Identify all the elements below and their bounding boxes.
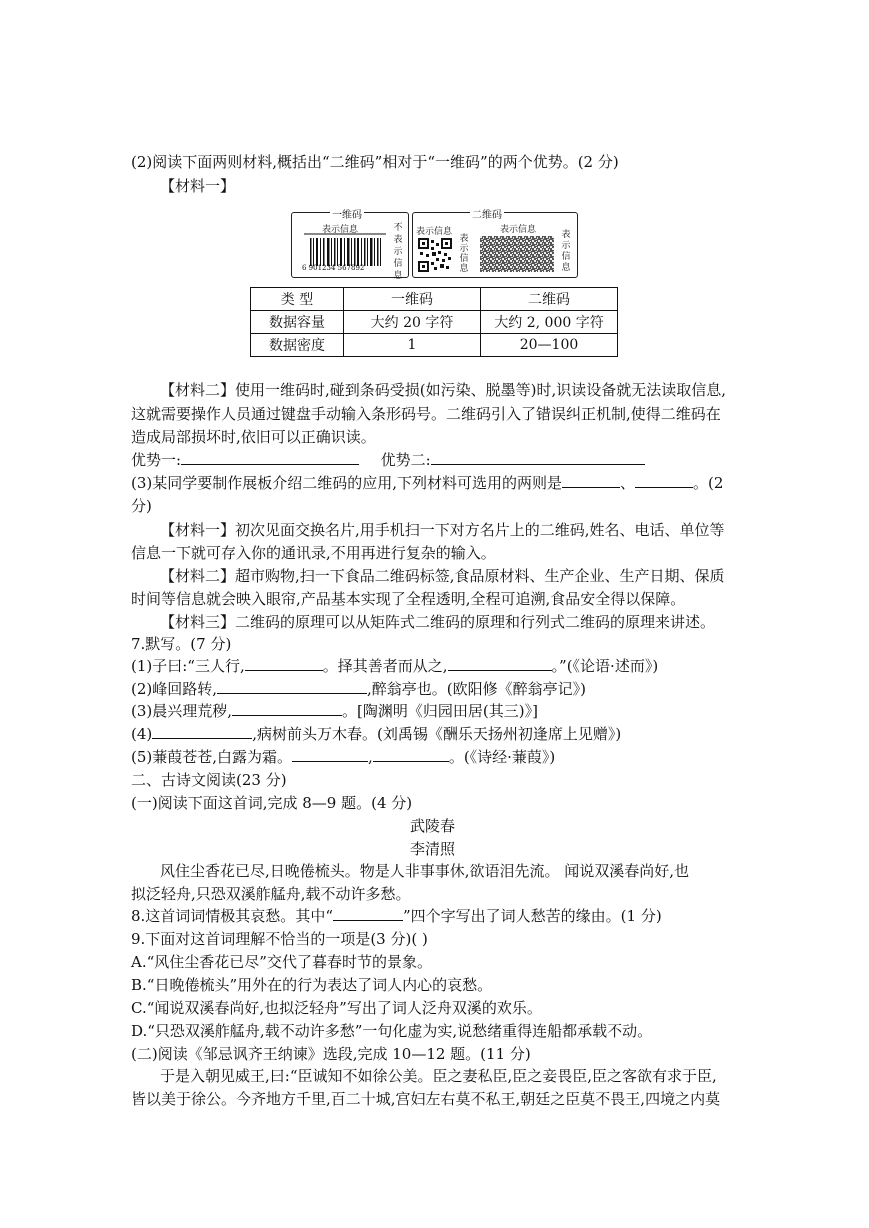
table-row: [251, 288, 618, 311]
q6-3-material-1-line-1: 【材料一】初次见面交换名片,用手机扫一下对方名片上的二维码,姓名、电话、单位等: [160, 521, 725, 539]
q7-3-text-a: (3)晨兴理荒秽,: [131, 702, 233, 720]
passage-line-2: 皆以美于徐公。今齐地方千里,百二十城,宫妇左右莫不私王,朝廷之臣莫不畏王,四境之内莫: [131, 1090, 721, 1108]
q6-3-material-3-line-1: 【材料三】二维码的原理可以从矩阵式二维码的原理和行列式二维码的原理来讲述。: [160, 613, 716, 631]
matrix-code-icon: [480, 236, 554, 272]
one-d-title: 一维码: [330, 206, 364, 221]
q6-3-score: 。(2: [693, 474, 724, 492]
material-2-line-3: 造成局部损坏时,依旧可以正确识读。: [131, 428, 376, 446]
advantage-1-label: 优势一:: [131, 451, 182, 469]
q8-text-a: 8.这首词词情极其哀愁。其中“: [131, 907, 333, 925]
two-d-show-label-1: 表示信息: [416, 227, 453, 237]
two-d-noshow-label-1: 表示信息: [459, 234, 469, 274]
advantage-2-blank[interactable]: [431, 450, 645, 465]
q6-3-blank-1[interactable]: [562, 473, 620, 488]
poem-line-1: 风住尘香花已尽,日晚倦梳头。物是人非事事休,欲语泪先流。 闻说双溪春尚好,也: [160, 862, 690, 880]
advantage-2-label: 优势二:: [380, 451, 431, 469]
advantage-1-blank[interactable]: [181, 450, 359, 465]
q7-item-1: [131, 656, 658, 676]
q9-option-b: B.“日晚倦梳头”用外在的行为表达了词人内心的哀愁。: [131, 976, 493, 994]
table-cell: 20—100: [481, 334, 618, 357]
material-2-line-1: 【材料二】使用一维码时,碰到条码受损(如污染、脱墨等)时,识读设备就无法读取信息,: [160, 381, 727, 399]
passage-line-1: 于是入朝见威王,曰:“臣诚知不如徐公美。臣之妻私臣,臣之妾畏臣,臣之客欲有求于臣,: [160, 1067, 717, 1085]
barcode-number: 6 901234 567892: [302, 264, 365, 272]
q9: 9.下面对这首词理解不恰当的一项是(3 分)( ): [131, 930, 428, 948]
q6-3-material-2-line-2: 时间等信息就会映入眼帘,产品基本实现了全程透明,全程可追溯,食品安全得以保障。: [131, 590, 686, 608]
advantages-line: [131, 450, 645, 470]
q7-3-blank[interactable]: [232, 701, 342, 716]
q7-item-5: [131, 747, 555, 767]
subsection-2-title: (二)阅读《邹忌讽齐王纳谏》选段,完成 10—12 题。(11 分): [131, 1045, 531, 1063]
q7-3-text-b: 。[陶渊明《归园田居(其三)》]: [342, 702, 538, 720]
table-cell: 大约 20 字符: [344, 311, 481, 334]
q6-3-separator: 、: [620, 474, 636, 492]
q7-5-comma: ,: [368, 748, 373, 766]
two-d-noshow-label-2: 表示信息: [561, 230, 571, 273]
table-cell: 大约 2, 000 字符: [481, 311, 618, 334]
q9-option-a: A.“风住尘香花已尽”交代了暮春时节的景象。: [131, 953, 432, 971]
q6-3-material-1-line-2: 信息一下就可存入你的通讯录,不用再进行复杂的输入。: [131, 544, 496, 562]
q7-5-blank-1[interactable]: [292, 747, 368, 762]
poem-author: 李清照: [410, 840, 456, 858]
q7-5-blank-2[interactable]: [373, 747, 449, 762]
q8-blank[interactable]: [333, 906, 403, 921]
q6-3-text: (3)某同学要制作展板介绍二维码的应用,下列材料可选用的两则是: [131, 474, 563, 492]
q7-2-text-a: (2)峰回路转,: [131, 680, 218, 698]
q7-2-text-b: ,醉翁亭也。(欧阳修《醉翁亭记》): [367, 680, 587, 698]
table-cell: 数据容量: [251, 311, 344, 334]
q7-title: 7.默写。(7 分): [131, 635, 232, 653]
table-row: [251, 334, 618, 357]
q6-2-prompt: (2)阅读下面两则材料,概括出“二维码”相对于“一维码”的两个优势。(2 分): [131, 153, 619, 171]
q6-3-prompt: [131, 473, 723, 493]
q6-3-score-cont: 分): [131, 497, 152, 515]
q7-item-3: [131, 701, 538, 721]
q7-4-text-a: (4): [131, 725, 153, 743]
q9-option-c: C.“闻说双溪春尚好,也拟泛轻舟”写出了词人泛舟双溪的欢乐。: [131, 999, 542, 1017]
material-2-line-2: 这就需要操作人员通过键盘手动输入条形码号。二维码引入了错误纠正机制,使得二维码在: [131, 405, 721, 423]
q7-5-text-c: 。(《诗经·蒹葭》): [448, 748, 556, 766]
table-cell: 一维码: [344, 288, 481, 311]
poem-title: 武陵春: [410, 817, 456, 835]
q9-option-d: D.“只恐双溪舴艋舟,载不动许多愁”一句化虚为实,说愁绪重得连船都承载不动。: [131, 1022, 653, 1040]
table-cell: 二维码: [481, 288, 618, 311]
table-row: [251, 311, 618, 334]
one-d-show-label: 表示信息: [322, 225, 359, 235]
q7-4-blank[interactable]: [152, 724, 252, 739]
two-d-title: 二维码: [470, 206, 504, 221]
table-cell: 数据密度: [251, 334, 344, 357]
poem-line-2: 拟泛轻舟,只恐双溪舴艋舟,载不动许多愁。: [131, 885, 411, 903]
q7-1-text-b: 。择其善者而从之,: [322, 657, 448, 675]
q7-item-4: [131, 724, 621, 744]
q6-3-blank-2[interactable]: [635, 473, 693, 488]
q6-3-material-2-line-1: 【材料二】超市购物,扫一下食品二维码标签,食品原材料、生产企业、生产日期、保质: [160, 567, 725, 585]
q7-2-blank[interactable]: [217, 679, 367, 694]
material-1-label: 【材料一】: [160, 177, 236, 195]
q7-1-text-c: 。”(《论语·述而》): [551, 657, 659, 675]
q7-1-blank-1[interactable]: [245, 656, 323, 671]
q8-text-b: ”四个字写出了词人愁苦的缘由。(1 分): [402, 907, 662, 925]
section-2-title: 二、古诗文阅读(23 分): [131, 771, 287, 789]
table-cell: 1: [344, 334, 481, 357]
two-d-show-label-2: 表示信息: [500, 225, 537, 235]
one-d-noshow-label: 不表示信息: [393, 223, 403, 281]
qr-code-icon: [418, 238, 452, 272]
table-cell: 类 型: [251, 288, 344, 311]
q7-5-text-a: (5)蒹葭苍苍,白露为霜。: [131, 748, 293, 766]
q7-1-text-a: (1)子曰:“三人行,: [131, 657, 245, 675]
q7-item-2: [131, 679, 586, 699]
q7-1-blank-2[interactable]: [448, 656, 552, 671]
subsection-1-title: (一)阅读下面这首词,完成 8—9 题。(4 分): [131, 794, 413, 812]
q7-4-text-b: ,病树前头万木春。(刘禹锡《酬乐天扬州初逢席上见赠》): [252, 725, 622, 743]
comparison-table: [250, 287, 618, 357]
q8: [131, 906, 662, 926]
